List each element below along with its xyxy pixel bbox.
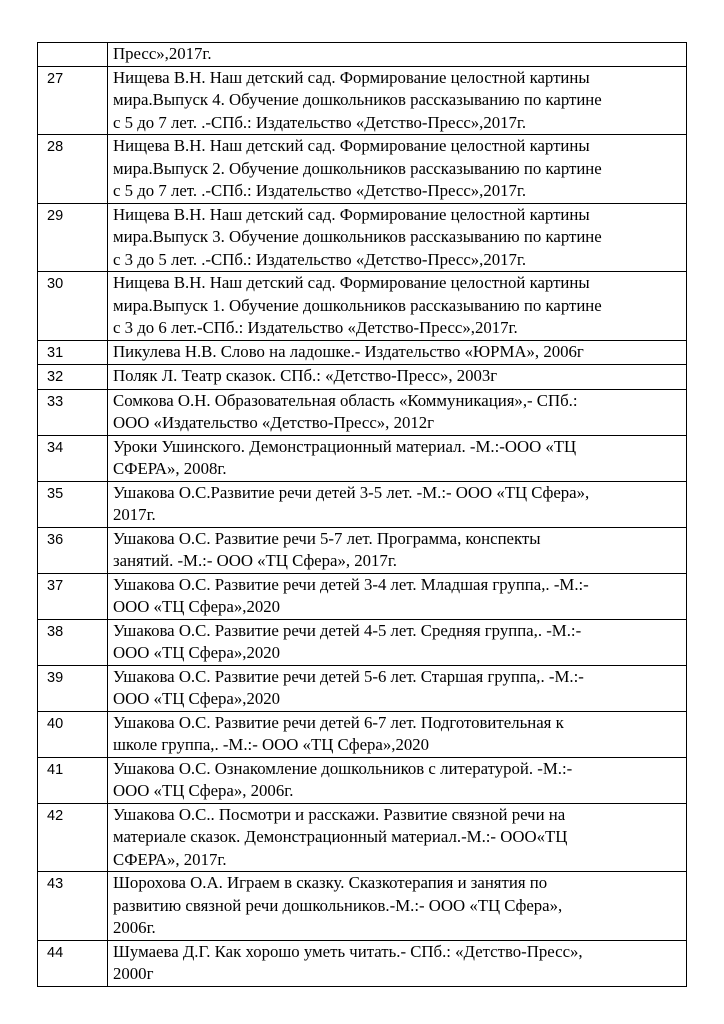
table-row xyxy=(38,272,687,341)
table-row xyxy=(38,135,687,204)
row-number: 43 xyxy=(38,872,108,941)
row-text: Шорохова О.А. Играем в сказку. Сказкотерапия и занятия по развитию связной речи дошкольников.-М.:- ООО «ТЦ Сфера», 2006г. xyxy=(108,872,687,941)
row-text: Нищева В.Н. Наш детский сад. Формирование целостной картины мира.Выпуск 1. Обучение дошкольников рассказыванию по картине с 3 до 6 лет.-СПб.: Издательство «Детство-Пресс»,2017г. xyxy=(108,272,687,341)
table-row xyxy=(38,365,687,390)
table-row xyxy=(38,665,687,711)
table-row xyxy=(38,435,687,481)
table-row xyxy=(38,66,687,135)
row-number: 35 xyxy=(38,481,108,527)
row-text: Нищева В.Н. Наш детский сад. Формирование целостной картины мира.Выпуск 2. Обучение дошкольников рассказыванию по картине с 5 до 7 лет. .-СПб.: Издательство «Детство-Пресс»,2017г. xyxy=(108,135,687,204)
row-number: 29 xyxy=(38,203,108,272)
row-text: Пикулева Н.В. Слово на ладошке.- Издательство «ЮРМА», 2006г xyxy=(108,340,687,365)
row-text: Шумаева Д.Г. Как хорошо уметь читать.- СПб.: «Детство-Пресс», 2000г xyxy=(108,940,687,986)
row-number: 27 xyxy=(38,66,108,135)
row-text: Ушакова О.С.Развитие речи детей 3-5 лет. -М.:- ООО «ТЦ Сфера», 2017г. xyxy=(108,481,687,527)
table-row xyxy=(38,711,687,757)
row-text: Ушакова О.С. Развитие речи детей 3-4 лет. Младшая группа,. -М.:- ООО «ТЦ Сфера»,2020 xyxy=(108,573,687,619)
row-text: Уроки Ушинского. Демонстрационный материал. -М.:-ООО «ТЦ СФЕРА», 2008г. xyxy=(108,435,687,481)
table-row xyxy=(38,389,687,435)
row-text: Сомкова О.Н. Образовательная область «Коммуникация»,- СПб.: ООО «Издательство «Детство-Пресс», 2012г xyxy=(108,389,687,435)
table-row xyxy=(38,203,687,272)
table-row xyxy=(38,757,687,803)
table-row xyxy=(38,43,687,67)
row-text: Пресс»,2017г. xyxy=(108,43,687,67)
table-row xyxy=(38,340,687,365)
row-text: Нищева В.Н. Наш детский сад. Формирование целостной картины мира.Выпуск 4. Обучение дошкольников рассказыванию по картине с 5 до 7 лет. .-СПб.: Издательство «Детство-Пресс»,2017г. xyxy=(108,66,687,135)
table-row xyxy=(38,940,687,986)
row-number: 40 xyxy=(38,711,108,757)
row-number: 37 xyxy=(38,573,108,619)
row-text: Ушакова О.С. Ознакомление дошкольников с литературой. -М.:- ООО «ТЦ Сфера», 2006г. xyxy=(108,757,687,803)
row-text: Ушакова О.С.. Посмотри и расскажи. Развитие связной речи на материале сказок. Демонстрационный материал.-М.:- ООО«ТЦ СФЕРА», 2017г. xyxy=(108,803,687,872)
row-text: Ушакова О.С. Развитие речи 5-7 лет. Программа, конспекты занятий. -М.:- ООО «ТЦ Сфера», 2017г. xyxy=(108,527,687,573)
row-number: 33 xyxy=(38,389,108,435)
table-row xyxy=(38,619,687,665)
row-text: Ушакова О.С. Развитие речи детей 4-5 лет. Средняя группа,. -М.:- ООО «ТЦ Сфера»,2020 xyxy=(108,619,687,665)
row-number: 30 xyxy=(38,272,108,341)
row-number: 38 xyxy=(38,619,108,665)
row-number: 44 xyxy=(38,940,108,986)
table-row xyxy=(38,481,687,527)
row-number: 34 xyxy=(38,435,108,481)
row-number: 36 xyxy=(38,527,108,573)
table-row xyxy=(38,527,687,573)
table-row xyxy=(38,872,687,941)
row-text: Нищева В.Н. Наш детский сад. Формирование целостной картины мира.Выпуск 3. Обучение дошкольников рассказыванию по картине с 3 до 5 лет. .-СПб.: Издательство «Детство-Пресс»,2017г. xyxy=(108,203,687,272)
row-number: 31 xyxy=(38,340,108,365)
row-number: 32 xyxy=(38,365,108,390)
row-number: 39 xyxy=(38,665,108,711)
bibliography-table xyxy=(37,42,687,987)
row-text: Поляк Л. Театр сказок. СПб.: «Детство-Пресс», 2003г xyxy=(108,365,687,390)
row-number: 28 xyxy=(38,135,108,204)
row-text: Ушакова О.С. Развитие речи детей 6-7 лет. Подготовительная к школе группа,. -М.:- ООО «ТЦ Сфера»,2020 xyxy=(108,711,687,757)
table-row xyxy=(38,803,687,872)
row-number: 41 xyxy=(38,757,108,803)
row-number: 42 xyxy=(38,803,108,872)
table-row xyxy=(38,573,687,619)
row-text: Ушакова О.С. Развитие речи детей 5-6 лет. Старшая группа,. -М.:- ООО «ТЦ Сфера»,2020 xyxy=(108,665,687,711)
row-number xyxy=(38,43,108,67)
